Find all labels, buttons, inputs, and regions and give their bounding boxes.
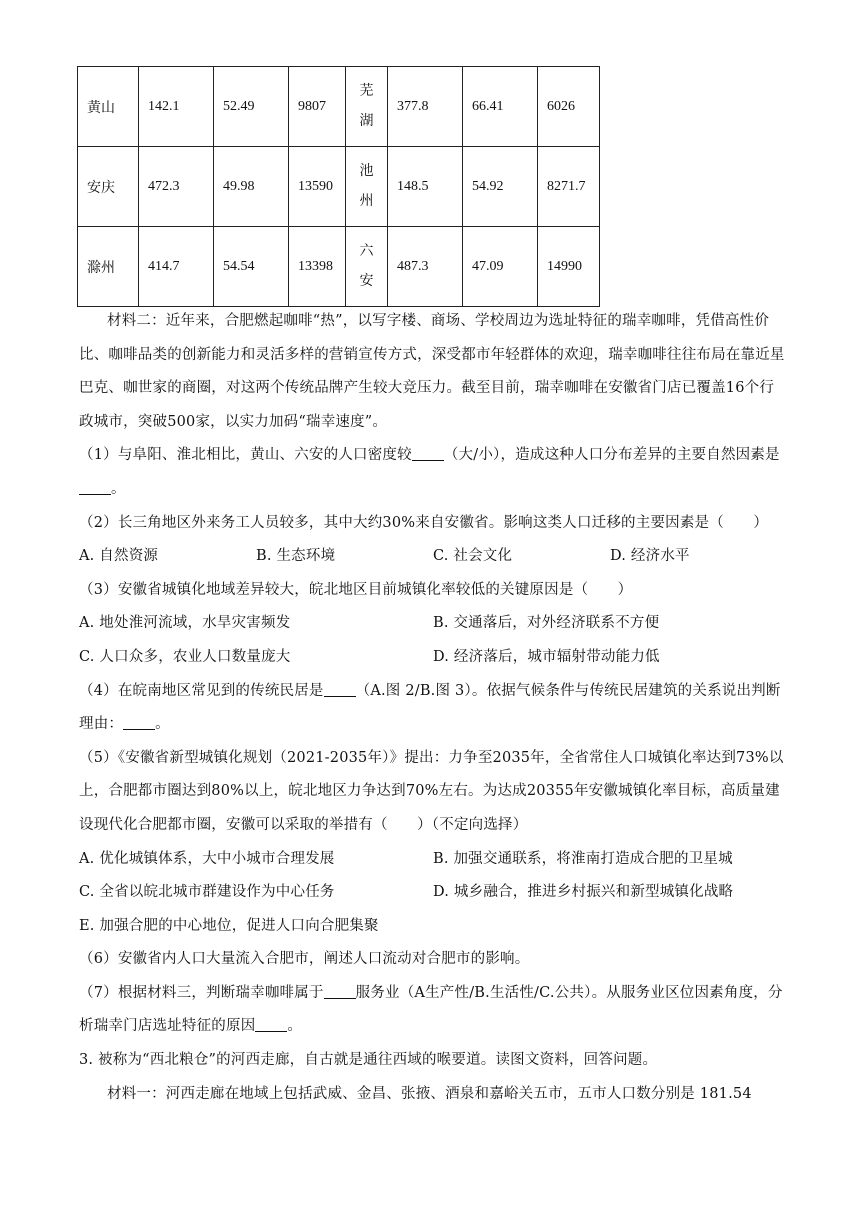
table-cell: 54.92: [463, 147, 538, 227]
table-cell: 47.09: [463, 227, 538, 307]
table-cell: 472.3: [139, 147, 214, 227]
question-5: （5）《安徽省新型城镇化规划（2021-2035年）》提出：力争至2035年，全省常住人口城镇化率达到73%以上，合肥都市圈达到80%以上，皖北地区力争达到70%左右。为达成20355年安徽城镇化率目标，高质量建设现代化合肥都市圈，安徽可以采取的举措有（ ）（不定向选择）: [79, 749, 784, 833]
option-c[interactable]: C. 全省以皖北城市群建设作为中心任务: [79, 884, 335, 901]
answer-blank[interactable]: [412, 446, 444, 461]
material-two: 材料二：近年来，合肥燃起咖啡“热”，以写字楼、商场、学校周边为选址特征的瑞幸咖啡，凭借高性价比、咖啡品类的创新能力和灵活多样的营销宣传方式，深受都市年轻群体的欢迎，瑞幸咖啡往往布局在靠近星巴克、咖世家的商圈，对这两个传统品牌产生较大竞压力。截至目前，瑞幸咖啡在安徽省门店已覆盖16个行政城市，突破500家，以实力加码“瑞幸速度”。: [79, 313, 785, 430]
table-cell: [346, 227, 388, 307]
table-cell: [346, 147, 388, 227]
question-text: [79, 305, 787, 1111]
option-c[interactable]: C. 社会文化: [433, 548, 513, 565]
option-d[interactable]: D. 城乡融合，推进乡村振兴和新型城镇化战略: [433, 884, 734, 901]
option-a[interactable]: A. 地处淮河流域，水旱灾害频发: [79, 615, 291, 632]
question-3-heading: 3. 被称为“西北粮仓”的河西走廊，自古就是通往西域的喉要道。读图文资料，回答问题。: [79, 1052, 658, 1069]
table-row: [78, 147, 600, 227]
option-c[interactable]: C. 人口众多，农业人口数量庞大: [79, 648, 291, 665]
answer-blank[interactable]: [123, 715, 155, 730]
table-cell: 13590: [289, 147, 346, 227]
city-name-char: 州: [359, 193, 374, 209]
table-cell: 49.98: [214, 147, 289, 227]
table-cell: 安庆: [78, 147, 139, 227]
table-cell: 414.7: [139, 227, 214, 307]
table-cell: 148.5: [388, 147, 463, 227]
table-cell: 377.8: [388, 67, 463, 147]
question-5-options-row2: [79, 876, 787, 910]
option-d[interactable]: D. 经济落后，城市辐射带动能力低: [433, 648, 660, 665]
table-cell: 487.3: [388, 227, 463, 307]
city-name-char: 安: [359, 273, 374, 289]
question-7: （7）根据材料三，判断瑞幸咖啡属于 服务业（A生产性/B.生活性/C.公共）。从服务业区位因素角度，分析瑞幸门店选址特征的原因 。: [79, 984, 783, 1035]
answer-blank[interactable]: [324, 682, 356, 697]
table-cell: 6026: [538, 67, 600, 147]
option-a[interactable]: A. 优化城镇体系，大中小城市合理发展: [79, 850, 335, 867]
material-one: 材料一：河西走廊在地域上包括武威、金昌、张掖、酒泉和嘉峪关五市，五市人口数分别是 181.54: [107, 1085, 752, 1102]
answer-blank[interactable]: [255, 1017, 287, 1032]
question-3-options-row1: [79, 607, 787, 641]
question-6: （6）安徽省内人口大量流入合肥市，阐述人口流动对合肥市的影响。: [79, 951, 530, 968]
table-cell: 滁州: [78, 227, 139, 307]
question-2-options: [79, 540, 787, 574]
table-cell: 54.54: [214, 227, 289, 307]
question-5-options-row1: [79, 843, 787, 877]
option-b[interactable]: B. 交通落后，对外经济联系不方便: [433, 615, 660, 632]
city-name-char: 湖: [359, 113, 374, 129]
question-2: （2）长三角地区外来务工人员较多，其中大约30%来自安徽省。影响这类人口迁移的主要因素是（ ）: [79, 514, 769, 531]
table-cell: 9807: [289, 67, 346, 147]
city-name-char: 六: [359, 243, 374, 259]
city-name-char: 芜: [359, 83, 374, 99]
table-cell: 黄山: [78, 67, 139, 147]
question-3: （3）安徽省城镇化地域差异较大，皖北地区目前城镇化率较低的关键原因是（ ）: [79, 581, 633, 598]
table-cell: 52.49: [214, 67, 289, 147]
question-1: （1）与阜阳、淮北相比，黄山、六安的人口密度较 （大/小），造成这种人口分布差异的主要自然因素是。: [79, 447, 780, 497]
answer-blank[interactable]: [79, 480, 111, 495]
table-row: [78, 227, 600, 307]
table-cell: 8271.7: [538, 147, 600, 227]
option-a[interactable]: A. 自然资源: [79, 548, 159, 565]
table-cell: [346, 67, 388, 147]
option-e[interactable]: E. 加强合肥的中心地位，促进人口向合肥集聚: [79, 917, 379, 934]
table-cell: 66.41: [463, 67, 538, 147]
table-cell: 13398: [289, 227, 346, 307]
option-d[interactable]: D. 经济水平: [610, 548, 690, 565]
city-name-char: 池: [359, 163, 374, 179]
option-b[interactable]: B. 加强交通联系，将淮南打造成合肥的卫星城: [433, 850, 733, 867]
table-row: [78, 67, 600, 147]
table-cell: 142.1: [139, 67, 214, 147]
table-cell: 14990: [538, 227, 600, 307]
option-b[interactable]: B. 生态环境: [256, 548, 336, 565]
question-4: （4）在皖南地区常见到的传统民居是 （A.图 2/B.图 3）。依据气候条件与传统民居建筑的关系说出判断理由： 。: [79, 682, 781, 733]
population-table: [77, 66, 600, 307]
answer-blank[interactable]: [324, 984, 356, 999]
question-3-options-row2: [79, 641, 787, 675]
